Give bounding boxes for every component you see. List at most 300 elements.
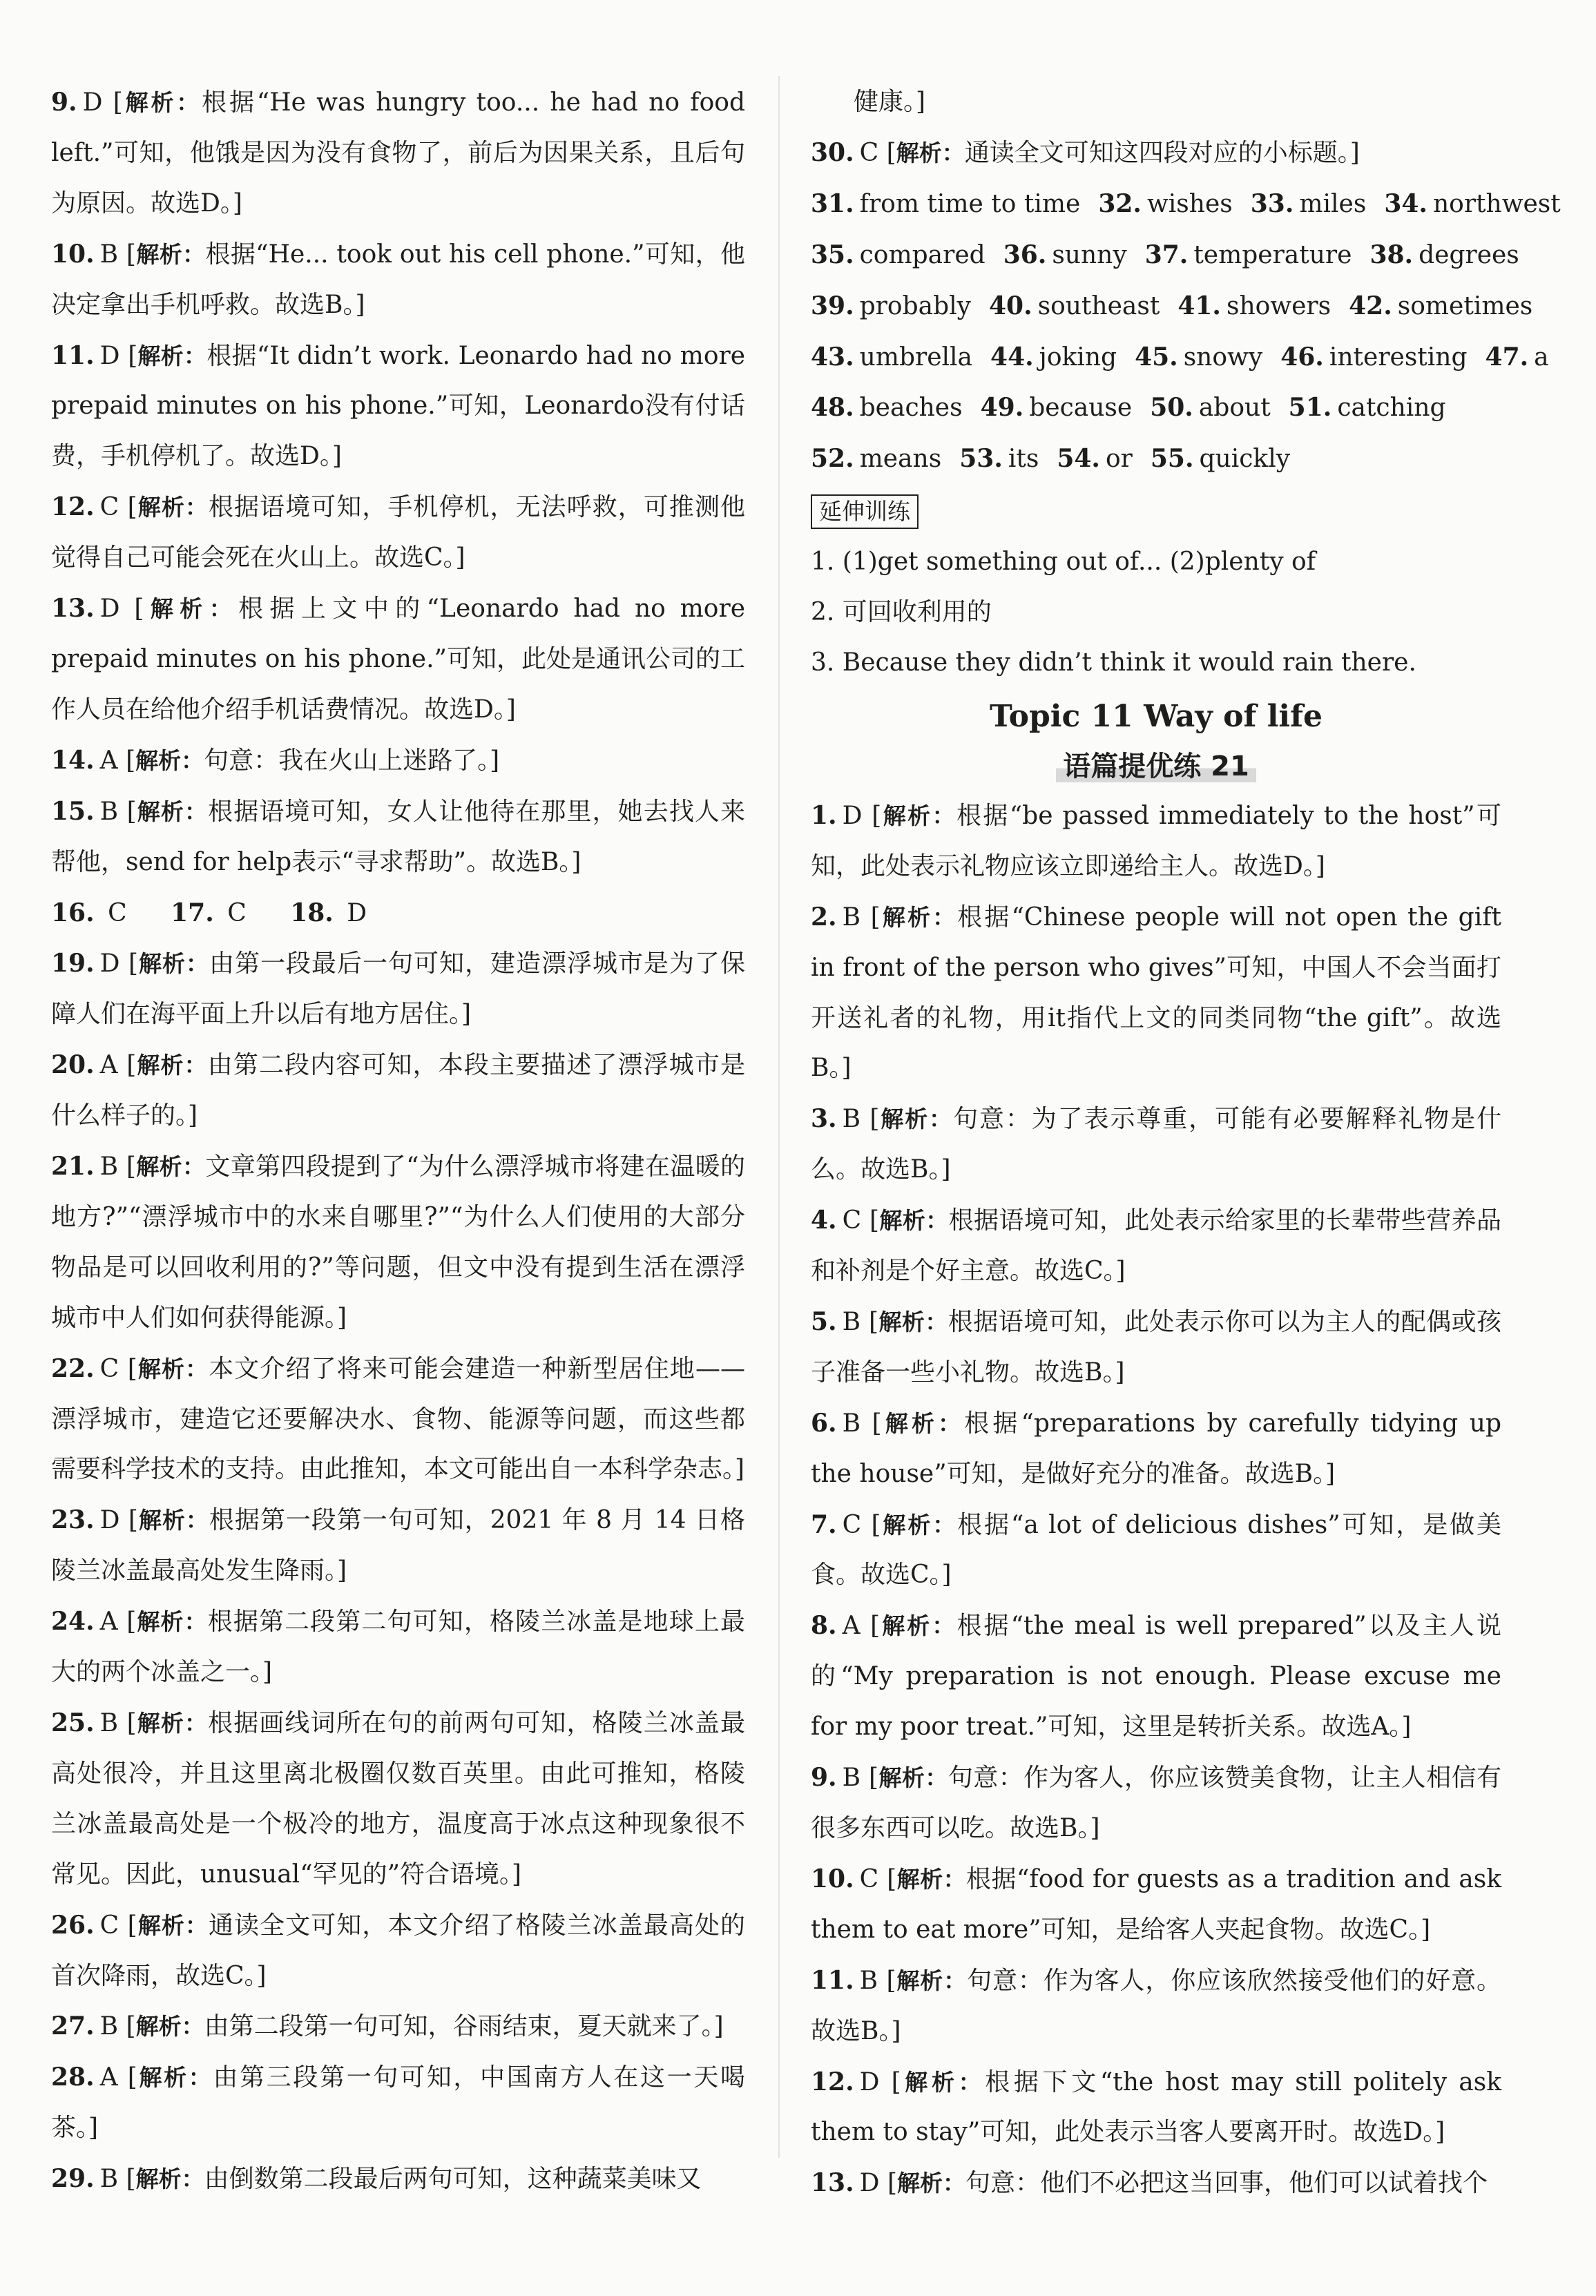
bracket-open: [ bbox=[118, 240, 136, 269]
answer-explanation bbox=[811, 1753, 1501, 1854]
tag-colon: ： bbox=[943, 2170, 966, 2197]
tag-colon: ： bbox=[209, 595, 239, 623]
answer-explanation bbox=[811, 128, 1501, 179]
answer-number: 35. bbox=[811, 240, 854, 269]
answer-number: 6. bbox=[811, 1408, 837, 1438]
analysis-tag: 解析 bbox=[881, 1409, 939, 1437]
answer-word: southeast bbox=[1037, 291, 1160, 320]
bracket-open: [ bbox=[118, 1709, 137, 1737]
answer-word: sometimes bbox=[1397, 291, 1533, 320]
answer-choice: D bbox=[99, 595, 120, 624]
bracket-open: [ bbox=[102, 88, 123, 117]
answer-explanation bbox=[811, 1500, 1501, 1601]
explanation-text: 根据“He was hungry too... he had no food left.”可知，他饿是因为没有食物了，前后为因果关系，且后句为原因。故选D。] bbox=[51, 88, 746, 218]
continued-text: 健康。] bbox=[854, 88, 926, 116]
answer-number: 10. bbox=[51, 239, 95, 269]
answer-number: 53. bbox=[959, 444, 1003, 474]
answer-word: temperature bbox=[1193, 240, 1352, 269]
answer-explanation bbox=[811, 791, 1501, 892]
tag-colon: ： bbox=[932, 903, 958, 931]
answer-word: wishes bbox=[1146, 189, 1233, 218]
answer-number: 33. bbox=[1250, 189, 1294, 218]
answer-explanation bbox=[51, 938, 745, 1040]
answer-word: joking bbox=[1039, 343, 1117, 372]
extension-item: 2. 可回收利用的 bbox=[811, 598, 992, 627]
left-column bbox=[51, 77, 745, 2205]
tag-colon: ： bbox=[176, 89, 202, 116]
explanation-text: 根据“a lot of delicious dishes”可知，是做美食。故选C。] bbox=[811, 1510, 1501, 1590]
answer-explanation bbox=[51, 2052, 745, 2154]
answer-choice: B bbox=[842, 1409, 861, 1438]
answer-explanation bbox=[51, 1141, 745, 1344]
analysis-tag: 解析 bbox=[881, 1511, 933, 1538]
explanation-text: 本文介绍了将来可能会建造一种新型居住地——漂浮城市，建造它还要解决水、食物、能源等问题，而这些都需要科学技术的支持。由此推知，本文可能出自一本科学杂志。] bbox=[51, 1354, 746, 1484]
tag-colon: ： bbox=[925, 1764, 948, 1792]
answer-word: its bbox=[1008, 445, 1039, 474]
analysis-tag: 解析 bbox=[135, 2013, 182, 2041]
analysis-tag: 解析 bbox=[880, 903, 933, 931]
answer-word: about bbox=[1198, 394, 1271, 423]
explanation-text: 由倒数第二段最后两句可知，这种蔬菜美味又 bbox=[204, 2165, 702, 2194]
answer-number: 50. bbox=[1150, 393, 1193, 423]
bracket-open: [ bbox=[117, 1608, 137, 1637]
answer-explanation bbox=[51, 1900, 745, 2002]
right-column bbox=[811, 77, 1561, 2209]
answer-number: 39. bbox=[811, 291, 854, 320]
bracket-open: [ bbox=[119, 1354, 137, 1383]
bracket-open: [ bbox=[879, 2169, 898, 2198]
bracket-open: [ bbox=[860, 1612, 881, 1641]
answer-word: interesting bbox=[1329, 343, 1468, 372]
tag-colon: ： bbox=[182, 1153, 206, 1181]
explanation-text: 由第二段内容可知，本段主要描述了漂浮城市是什么样子的。] bbox=[51, 1051, 745, 1130]
explanation-text: 根据第二段第二句可知，格陵兰冰盖是地球上最大的两个冰盖之一。] bbox=[51, 1608, 745, 1687]
tag-colon: ： bbox=[932, 802, 956, 829]
tag-colon: ： bbox=[929, 1106, 954, 1133]
answer-number: 1. bbox=[811, 800, 837, 830]
answer-number: 16. bbox=[51, 898, 95, 927]
analysis-tag: 解析 bbox=[136, 1710, 184, 1737]
explanation-text: 根据“be passed immediately to the host”可知，此处表示礼物应该立即递给主人。故选D。] bbox=[811, 801, 1501, 880]
answer-number: 37. bbox=[1144, 240, 1189, 269]
answer-number: 55. bbox=[1150, 444, 1194, 474]
answer-choice: C bbox=[842, 1510, 862, 1539]
grammar-answer-row bbox=[811, 179, 1561, 230]
answer-number: 28. bbox=[51, 2063, 95, 2092]
bracket-open: [ bbox=[117, 1051, 137, 1080]
answer-choice: A bbox=[842, 1612, 861, 1641]
answer-explanation bbox=[811, 1195, 1501, 1297]
analysis-tag: 解析 bbox=[878, 1764, 925, 1792]
answer-number: 24. bbox=[51, 1607, 95, 1637]
answer-choice: A bbox=[99, 1608, 118, 1637]
tag-colon: ： bbox=[958, 2068, 986, 2096]
answer-number: 45. bbox=[1135, 342, 1178, 372]
answer-word: beaches bbox=[859, 394, 963, 423]
explanation-text: 根据“food for guests as a tradition and ask them to eat more”可知，是给客人夹起食物。故选C。] bbox=[811, 1864, 1502, 1944]
answer-number: 31. bbox=[811, 189, 854, 218]
grammar-answer-row bbox=[811, 332, 1549, 383]
tag-colon: ： bbox=[932, 1612, 957, 1640]
answer-number: 19. bbox=[51, 949, 95, 978]
analysis-tag: 解析 bbox=[897, 2170, 943, 2197]
extension-heading: 延伸训练 bbox=[811, 494, 919, 529]
bracket-open: [ bbox=[118, 2012, 136, 2041]
answer-explanation bbox=[51, 1040, 745, 1141]
answer-explanation bbox=[51, 482, 745, 583]
answer-number: 17. bbox=[171, 898, 214, 927]
answer-choice: B bbox=[842, 1307, 861, 1336]
answer-word: means bbox=[859, 445, 942, 474]
answer-choice: B bbox=[99, 2012, 119, 2041]
answer-number: 11. bbox=[51, 340, 95, 370]
answer-number: 9. bbox=[51, 88, 77, 117]
answer-choice: D bbox=[842, 801, 863, 830]
tag-colon: ： bbox=[938, 1409, 965, 1437]
answer-choice: B bbox=[859, 1966, 878, 1995]
bracket-open: [ bbox=[861, 1206, 880, 1235]
answer-number: 40. bbox=[988, 291, 1032, 320]
extension-item: 3. Because they didn’t think it would rain there. bbox=[811, 648, 1416, 677]
analysis-tag: 解析 bbox=[144, 595, 209, 623]
analysis-tag: 解析 bbox=[880, 1612, 932, 1640]
answers-9-15 bbox=[51, 77, 745, 888]
answer-choice: C bbox=[99, 1354, 119, 1383]
answer-number: 36. bbox=[1003, 240, 1047, 269]
answer-number: 18. bbox=[290, 898, 334, 927]
answer-choice: B bbox=[842, 1764, 861, 1793]
answer-number: 13. bbox=[811, 2168, 854, 2198]
analysis-tag: 解析 bbox=[896, 1865, 943, 1893]
topic-title: Topic 11 Way of life bbox=[989, 698, 1323, 734]
bracket-open: [ bbox=[861, 1510, 881, 1539]
answer-number: 22. bbox=[51, 1353, 95, 1383]
answer-number: 9. bbox=[811, 1763, 837, 1793]
explanation-text: 根据语境可知，女人让他待在那里，她去找人来帮他，send for help表示“寻求帮助”。故选B。] bbox=[51, 797, 746, 876]
answer-explanation bbox=[811, 2057, 1501, 2159]
answer-number: 11. bbox=[811, 1965, 854, 1995]
answer-number: 48. bbox=[811, 393, 854, 423]
answer-number: 41. bbox=[1177, 291, 1221, 320]
tag-colon: ： bbox=[932, 1511, 958, 1538]
answer-choice: D bbox=[859, 2067, 880, 2096]
answer-choice: C bbox=[99, 1911, 119, 1940]
section-subtitle-text: 语篇提优练 21 bbox=[1056, 751, 1256, 782]
analysis-tag: 解析 bbox=[135, 240, 183, 268]
answer-number: 38. bbox=[1369, 240, 1414, 269]
explanation-text: 通读全文可知这四段对应的小标题。] bbox=[964, 138, 1360, 167]
answer-choice: D bbox=[347, 898, 367, 927]
tag-colon: ： bbox=[185, 1507, 209, 1534]
answer-number: 43. bbox=[811, 342, 854, 372]
answer-word: a bbox=[1534, 343, 1549, 372]
analysis-tag: 解析 bbox=[137, 342, 184, 369]
answer-choice: C bbox=[859, 1864, 879, 1893]
tag-colon: ： bbox=[188, 2064, 213, 2092]
tag-colon: ： bbox=[184, 1911, 209, 1939]
analysis-tag: 解析 bbox=[136, 798, 184, 825]
tag-colon: ： bbox=[186, 950, 210, 978]
answer-number: 30. bbox=[811, 137, 854, 167]
bracket-open: [ bbox=[119, 1506, 138, 1535]
analysis-tag: 解析 bbox=[878, 1308, 925, 1335]
answer-choice: D bbox=[99, 1506, 120, 1535]
answer-number: 29. bbox=[51, 2164, 95, 2194]
answer-choice: B bbox=[99, 2165, 119, 2194]
answer-number: 3. bbox=[811, 1104, 837, 1134]
analysis-tag: 解析 bbox=[137, 2064, 189, 2092]
answer-explanation bbox=[51, 735, 745, 787]
answer-number: 51. bbox=[1288, 393, 1332, 423]
explanation-text: 句意：作为客人，你应该赞美食物，让主人相信有很多东西可以吃。故选B。] bbox=[811, 1764, 1502, 1842]
bracket-open: [ bbox=[861, 1307, 878, 1336]
answer-choice: B bbox=[99, 1709, 119, 1737]
answer-number: 15. bbox=[51, 796, 95, 826]
answer-word: snowy bbox=[1183, 343, 1263, 372]
analysis-tag: 解析 bbox=[137, 494, 185, 521]
bracket-open: [ bbox=[119, 493, 137, 522]
tag-colon: ： bbox=[925, 1308, 948, 1335]
answer-word: umbrella bbox=[859, 343, 973, 372]
answer-number: 26. bbox=[51, 1910, 95, 1940]
tag-colon: ： bbox=[184, 494, 209, 521]
answer-explanation bbox=[51, 787, 745, 888]
bracket-open: [ bbox=[119, 1911, 137, 1940]
answer-choice: D bbox=[82, 88, 103, 117]
tag-colon: ： bbox=[941, 139, 965, 166]
bracket-open: [ bbox=[119, 949, 139, 978]
answer-number: 2. bbox=[811, 902, 837, 932]
answer-explanation bbox=[51, 229, 745, 331]
column-divider bbox=[778, 76, 780, 2158]
analysis-tag: 解析 bbox=[135, 746, 182, 774]
tag-colon: ： bbox=[181, 746, 204, 774]
answers-16-18 bbox=[51, 888, 745, 939]
answer-word: catching bbox=[1337, 394, 1446, 423]
analysis-tag: 解析 bbox=[122, 89, 177, 116]
section-subtitle bbox=[811, 742, 1501, 791]
answer-number: 52. bbox=[811, 444, 854, 474]
bracket-open: [ bbox=[878, 138, 896, 167]
answer-number: 21. bbox=[51, 1152, 95, 1181]
bracket-open: [ bbox=[119, 341, 138, 370]
explanation-text: 由第二段第一句可知，谷雨结束，夏天就来了。] bbox=[204, 2012, 724, 2041]
answer-number: 7. bbox=[811, 1509, 837, 1539]
analysis-tag: 解析 bbox=[136, 1052, 184, 1079]
explanation-text: 由第一段最后一句可知，建造漂浮城市是为了保障人们在海平面上升以后有地方居住。] bbox=[51, 949, 745, 1029]
answer-number: 54. bbox=[1057, 444, 1100, 474]
answer-choice: A bbox=[99, 1051, 118, 1080]
bracket-open: [ bbox=[861, 1409, 882, 1438]
tag-colon: ： bbox=[184, 1052, 208, 1079]
answer-explanation bbox=[811, 1398, 1501, 1500]
analysis-tag: 解析 bbox=[137, 1355, 186, 1382]
answer-choice: C bbox=[227, 898, 247, 927]
answer-choice: C bbox=[859, 138, 879, 167]
answer-choice: D bbox=[99, 341, 120, 370]
answer-explanation bbox=[51, 583, 745, 735]
tag-colon: ： bbox=[184, 1710, 209, 1737]
answer-number: 42. bbox=[1349, 291, 1392, 320]
answer-explanation bbox=[51, 77, 745, 229]
analysis-tag: 解析 bbox=[135, 2165, 182, 2193]
answer-number: 12. bbox=[811, 2067, 854, 2096]
bracket-open: [ bbox=[118, 797, 137, 826]
answer-number: 14. bbox=[51, 745, 95, 775]
tag-colon: ： bbox=[943, 1865, 967, 1893]
explanation-text: 根据“It didn’t work. Leonardo had no more prepaid minutes on his phone.”可知，Leonardo没有付话费，手机停机了。故选D。] bbox=[51, 341, 746, 471]
answer-number: 44. bbox=[990, 342, 1034, 372]
explanation-text: 根据下文“the host may still politely ask them to stay”可知，此处表示当客人要离开时。故选D。] bbox=[811, 2067, 1502, 2147]
bracket-open: [ bbox=[119, 595, 144, 624]
answer-choice: D bbox=[99, 949, 120, 978]
explanation-text: 句意：我在火山上迷路了。] bbox=[204, 746, 500, 775]
analysis-tag: 解析 bbox=[137, 1507, 186, 1534]
explanation-text: 根据“Chinese people will not open the gift in front of the person who gives”可知，中国人不会当面打开送礼者的礼物，用it指代上文的同类同物“the gift”。故选B。] bbox=[811, 903, 1501, 1083]
bracket-open: [ bbox=[861, 1764, 878, 1793]
answer-choice: B bbox=[842, 903, 861, 932]
explanation-text: 句意：为了表示尊重，可能有必要解释礼物是什么。故选B。] bbox=[811, 1105, 1502, 1184]
answer-word: or bbox=[1105, 445, 1133, 474]
explanation-text: 根据“preparations by carefully tidying up the house”可知，是做好充分的准备。故选B。] bbox=[811, 1409, 1502, 1488]
tag-colon: ： bbox=[181, 2013, 204, 2041]
grammar-answer-row bbox=[811, 383, 1501, 434]
tag-colon: ： bbox=[184, 342, 207, 369]
answer-word: miles bbox=[1299, 189, 1367, 218]
answer-choice: C bbox=[842, 1206, 862, 1235]
answer-choice: A bbox=[99, 746, 118, 775]
answer-explanation bbox=[51, 2154, 745, 2205]
grammar-answer-row bbox=[811, 434, 1501, 485]
tag-colon: ： bbox=[181, 2165, 204, 2193]
answer-number: 5. bbox=[811, 1306, 837, 1336]
grammar-answer-row bbox=[811, 230, 1519, 281]
analysis-tag: 解析 bbox=[135, 1153, 182, 1181]
answer-choice: C bbox=[99, 493, 119, 522]
answer-number: 25. bbox=[51, 1708, 95, 1737]
analysis-tag: 解析 bbox=[896, 1967, 944, 1994]
analysis-tag: 解析 bbox=[137, 1911, 185, 1939]
answer-word: sunny bbox=[1052, 240, 1127, 269]
answer-explanation bbox=[51, 331, 745, 483]
answer-number: 20. bbox=[51, 1050, 95, 1080]
answer-explanation bbox=[811, 1854, 1501, 1956]
answer-choice: D bbox=[859, 2169, 880, 2198]
answers-19-29 bbox=[51, 938, 745, 2205]
answer-number: 34. bbox=[1384, 189, 1427, 218]
analysis-tag: 解析 bbox=[881, 802, 932, 829]
answer-explanation bbox=[811, 1956, 1501, 2057]
explanation-text: 根据画线词所在句的前两句可知，格陵兰冰盖最高处很冷，并且这里离北极圈仅数百英里。由此可推知，格陵兰冰盖最高处是一个极冷的地方，温度高于冰点这种现象很不常见。因此，unusual“罕见的”符合语境。] bbox=[51, 1709, 746, 1889]
answer-number: 32. bbox=[1098, 189, 1142, 218]
answer-explanation bbox=[51, 2001, 745, 2052]
answer-explanation bbox=[51, 1596, 745, 1698]
bracket-open: [ bbox=[118, 1152, 136, 1181]
answer-choice: B bbox=[842, 1105, 861, 1134]
analysis-tag: 解析 bbox=[138, 950, 186, 978]
grammar-fill-answers bbox=[811, 179, 1561, 485]
explanation-text: 根据语境可知，此处表示你可以为主人的配偶或孩子准备一些小礼物。故选B。] bbox=[811, 1307, 1502, 1387]
bracket-open: [ bbox=[117, 746, 136, 775]
bracket-open: [ bbox=[861, 1105, 880, 1134]
bracket-open: [ bbox=[117, 2063, 137, 2092]
explanation-text: 根据“He... took out his cell phone.”可知，他决定拿出手机呼救。故选B。] bbox=[51, 240, 745, 319]
answer-choice: B bbox=[99, 797, 119, 826]
tag-colon: ： bbox=[184, 798, 209, 825]
bracket-open: [ bbox=[862, 801, 882, 830]
analysis-tag: 解析 bbox=[879, 1207, 926, 1235]
answer-number: 12. bbox=[51, 492, 95, 522]
answers-1-13 bbox=[811, 791, 1501, 2209]
tag-colon: ： bbox=[943, 1967, 968, 1994]
answer-number: 8. bbox=[811, 1611, 837, 1641]
answer-word: quickly bbox=[1199, 445, 1291, 474]
analysis-tag: 解析 bbox=[896, 139, 942, 166]
grammar-answer-row bbox=[811, 281, 1533, 332]
analysis-tag: 解析 bbox=[879, 1106, 930, 1133]
answer-number: 46. bbox=[1280, 342, 1324, 372]
bracket-open: [ bbox=[878, 1864, 897, 1893]
analysis-tag: 解析 bbox=[901, 2068, 959, 2096]
answer-word: showers bbox=[1226, 291, 1331, 320]
answer-word: probably bbox=[859, 291, 971, 320]
answer-number: 23. bbox=[51, 1505, 95, 1535]
answer-choice: C bbox=[108, 898, 127, 927]
explanation-text: 文章第四段提到了“为什么漂浮城市将建在温暖的地方?”“漂浮城市中的水来自哪里?”“为什么人们使用的大部分物品是可以回收利用的?”等问题，但文中没有提到生活在漂浮城市中人们如何获得能源。] bbox=[51, 1152, 746, 1332]
tag-colon: ： bbox=[185, 1355, 209, 1382]
answer-explanation bbox=[811, 1297, 1501, 1398]
explanation-text: 根据“the meal is well prepared”以及主人说的“My preparation is not enough. Please excuse me for my poor treat.”可知，这里是转折关系。故选A。] bbox=[811, 1612, 1502, 1742]
answer-word: degrees bbox=[1419, 240, 1519, 269]
explanation-text: 根据语境可知，手机停机，无法呼救，可推测他觉得自己可能会死在火山上。故选C。] bbox=[51, 493, 745, 572]
bracket-open: [ bbox=[879, 2067, 901, 2096]
answer-number: 4. bbox=[811, 1206, 837, 1235]
answer-explanation bbox=[811, 1601, 1501, 1753]
answer-number: 27. bbox=[51, 2012, 95, 2041]
bracket-open: [ bbox=[118, 2165, 136, 2194]
explanation-text: 句意：作为客人，你应该欣然接受他们的好意。故选B。] bbox=[811, 1966, 1501, 2045]
answer-explanation bbox=[51, 1698, 745, 1900]
answer-choice: B bbox=[99, 1152, 119, 1181]
explanation-text: 根据上文中的“Leonardo had no more prepaid minutes on his phone.”可知，此处是通讯公司的工作人员在给他介绍手机话费情况。故选D。] bbox=[51, 595, 745, 724]
answer-word: northwest bbox=[1432, 189, 1561, 218]
answer-choice: B bbox=[99, 240, 119, 269]
answer-choice: A bbox=[99, 2063, 118, 2092]
answer-word: because bbox=[1029, 394, 1133, 423]
answer-explanation bbox=[811, 892, 1501, 1094]
extension-item: 1. (1)get something out of... (2)plenty of bbox=[811, 548, 1316, 577]
answer-number: 47. bbox=[1485, 342, 1529, 372]
explanation-text: 通读全文可知，本文介绍了格陵兰冰盖最高处的首次降雨，故选C。] bbox=[51, 1911, 745, 1990]
tag-colon: ： bbox=[184, 1608, 208, 1636]
answer-explanation bbox=[51, 1495, 745, 1596]
explanation-text: 根据第一段第一句可知，2021 年 8 月 14 日格陵兰冰盖最高处发生降雨。] bbox=[51, 1506, 745, 1585]
answer-explanation bbox=[51, 1344, 745, 1496]
bracket-open: [ bbox=[861, 903, 881, 932]
explanation-text: 由第三段第一句可知，中国南方人在这一天喝茶。] bbox=[51, 2063, 745, 2143]
answer-30 bbox=[811, 128, 1501, 179]
bracket-open: [ bbox=[878, 1966, 896, 1995]
explanation-text: 根据语境可知，此处表示给家里的长辈带些营养品和补剂是个好主意。故选C。] bbox=[811, 1206, 1501, 1286]
answer-explanation bbox=[811, 2158, 1501, 2209]
tag-colon: ： bbox=[925, 1207, 949, 1235]
explanation-text: 句意：他们不必把这当回事，他们可以试着找个 bbox=[965, 2169, 1488, 2198]
answer-number: 49. bbox=[980, 393, 1024, 423]
analysis-tag: 解析 bbox=[136, 1608, 184, 1636]
answer-explanation bbox=[811, 1094, 1501, 1195]
answer-number: 13. bbox=[51, 594, 95, 624]
answer-number: 10. bbox=[811, 1864, 854, 1893]
